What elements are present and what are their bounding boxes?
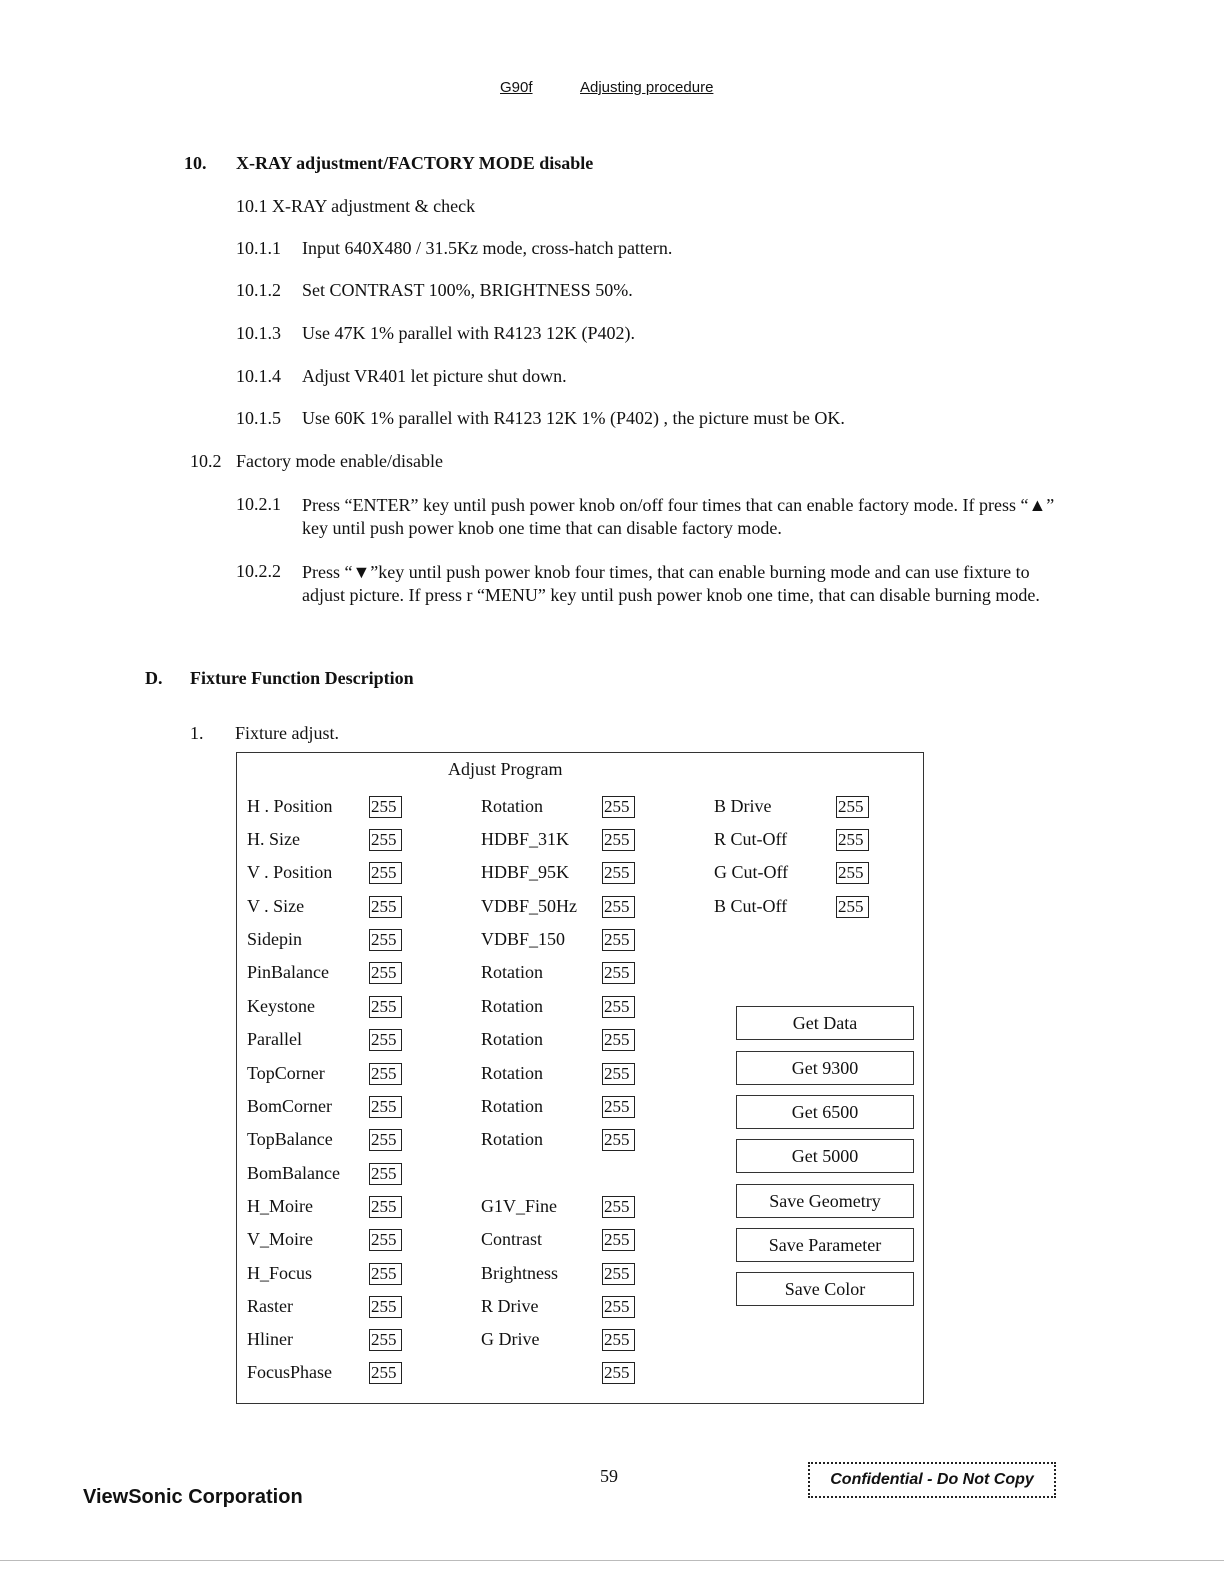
field-label: G Cut-Off [714,862,789,882]
list-item-number: 1. [190,723,204,743]
field-value[interactable]: 255 [369,996,402,1018]
field-label: H. Size [247,829,300,849]
page-number: 59 [600,1466,618,1486]
field-value[interactable]: 255 [369,1063,402,1085]
field-value[interactable]: 255 [369,862,402,884]
field-value[interactable]: 255 [369,1096,402,1118]
field-value[interactable]: 255 [369,929,402,951]
field-value[interactable]: 255 [602,1196,635,1218]
field-label: BomBalance [247,1163,340,1183]
subsection-number: 10.2 [190,451,222,471]
step-text: Use 60K 1% parallel with R4123 12K 1% (P402) , the picture must be OK. [302,408,845,428]
panel-title: Adjust Program [448,759,563,779]
field-label: Rotation [481,1129,543,1149]
section-number: 10. [184,153,207,173]
field-label: Parallel [247,1029,302,1049]
field-label: Raster [247,1296,293,1316]
field-value[interactable]: 255 [369,1196,402,1218]
get-5000-button[interactable]: Get 5000 [736,1139,914,1173]
field-label: Rotation [481,996,543,1016]
field-value[interactable]: 255 [602,862,635,884]
field-label: R Drive [481,1296,539,1316]
section-title: X-RAY adjustment/FACTORY MODE disable [236,153,594,173]
field-label: HDBF_31K [481,829,570,849]
field-label: Rotation [481,1096,543,1116]
field-value[interactable]: 255 [602,829,635,851]
step-number: 10.1.1 [236,238,281,258]
step-text: Input 640X480 / 31.5Kz mode, cross-hatch pattern. [302,238,673,258]
section-letter: D. [145,668,163,688]
field-value[interactable]: 255 [369,1163,402,1185]
field-label: HDBF_95K [481,862,570,882]
field-value[interactable]: 255 [602,962,635,984]
step-text: Press “▼”key until push power knob four times, that can enable burning mode and can use fixture to adjust picture. If press r “MENU” key until push power knob one time, that can disable burning mode. [302,562,1040,605]
field-value[interactable]: 255 [602,1296,635,1318]
bottom-rule [0,1560,1224,1561]
field-label: B Cut-Off [714,896,788,916]
save-geometry-button[interactable]: Save Geometry [736,1184,914,1218]
subsection-title: Factory mode enable/disable [236,451,443,471]
field-label: Keystone [247,996,315,1016]
adjust-program-panel [236,752,924,1404]
field-label: G1V_Fine [481,1196,557,1216]
field-value[interactable]: 255 [369,962,402,984]
header-title: Adjusting procedure [580,79,714,96]
field-value[interactable]: 255 [369,1129,402,1151]
field-label: Rotation [481,1063,543,1083]
step-text: Adjust VR401 let picture shut down. [302,366,567,386]
field-label: V . Position [247,862,333,882]
field-label: V . Size [247,896,305,916]
field-label: H_Focus [247,1263,313,1283]
field-label: TopCorner [247,1063,325,1083]
field-value[interactable]: 255 [602,1263,635,1285]
field-label: R Cut-Off [714,829,788,849]
field-value[interactable]: 255 [602,1329,635,1351]
field-value[interactable]: 255 [602,1029,635,1051]
field-label: Hliner [247,1329,293,1349]
field-value[interactable]: 255 [836,829,869,851]
field-value[interactable]: 255 [369,1229,402,1251]
field-label: H_Moire [247,1196,313,1216]
header-model: G90f [500,79,533,96]
field-label: TopBalance [247,1129,333,1149]
section-title: Fixture Function Description [190,668,414,688]
field-label: G Drive [481,1329,540,1349]
field-label: PinBalance [247,962,329,982]
step-number: 10.1.2 [236,280,281,300]
field-value[interactable]: 255 [602,1362,635,1384]
field-value[interactable]: 255 [369,796,402,818]
field-value[interactable]: 255 [836,896,869,918]
list-item-text: Fixture adjust. [235,723,339,743]
get-data-button[interactable]: Get Data [736,1006,914,1040]
step-number: 10.1.5 [236,408,281,428]
field-value[interactable]: 255 [602,896,635,918]
company-name: ViewSonic Corporation [83,1486,303,1508]
field-value[interactable]: 255 [602,796,635,818]
field-label: Contrast [481,1229,542,1249]
field-value[interactable]: 255 [602,996,635,1018]
field-label: FocusPhase [247,1362,332,1382]
field-label: Brightness [481,1263,559,1283]
get-9300-button[interactable]: Get 9300 [736,1051,914,1085]
step-number: 10.1.4 [236,366,281,386]
field-label: Rotation [481,796,543,816]
field-value[interactable]: 255 [602,1096,635,1118]
field-label: Sidepin [247,929,303,949]
field-value[interactable]: 255 [836,862,869,884]
field-value[interactable]: 255 [369,1329,402,1351]
field-value[interactable]: 255 [369,1296,402,1318]
field-label: Rotation [481,1029,543,1049]
field-value[interactable]: 255 [602,1229,635,1251]
field-value[interactable]: 255 [369,896,402,918]
field-label: VDBF_50Hz [481,896,578,916]
field-label: H . Position [247,796,333,816]
get-6500-button[interactable]: Get 6500 [736,1095,914,1129]
field-value[interactable]: 255 [602,1063,635,1085]
field-value[interactable]: 255 [369,1263,402,1285]
confidential-notice: Confidential - Do Not Copy [808,1462,1056,1498]
field-value[interactable]: 255 [369,1029,402,1051]
field-label: VDBF_150 [481,929,566,949]
field-value[interactable]: 255 [602,1129,635,1151]
field-label: Rotation [481,962,543,982]
field-value[interactable]: 255 [836,796,869,818]
step-text: Use 47K 1% parallel with R4123 12K (P402). [302,323,635,343]
save-color-button[interactable]: Save Color [736,1272,914,1306]
step-text: Press “ENTER” key until push power knob on/off four times that can enable factory mode. If press “▲” key until push power knob one time that can disable factory mode. [302,495,1055,538]
field-value[interactable]: 255 [369,1362,402,1384]
step-number: 10.1.3 [236,323,281,343]
field-value[interactable]: 255 [369,829,402,851]
save-parameter-button[interactable]: Save Parameter [736,1228,914,1262]
step-number: 10.2.2 [236,561,281,581]
field-label: B Drive [714,796,772,816]
subsection-title: 10.1 X-RAY adjustment & check [236,196,476,216]
field-label: BomCorner [247,1096,332,1116]
field-label: V_Moire [247,1229,313,1249]
step-text: Set CONTRAST 100%, BRIGHTNESS 50%. [302,280,633,300]
step-number: 10.2.1 [236,494,281,514]
field-value[interactable]: 255 [602,929,635,951]
